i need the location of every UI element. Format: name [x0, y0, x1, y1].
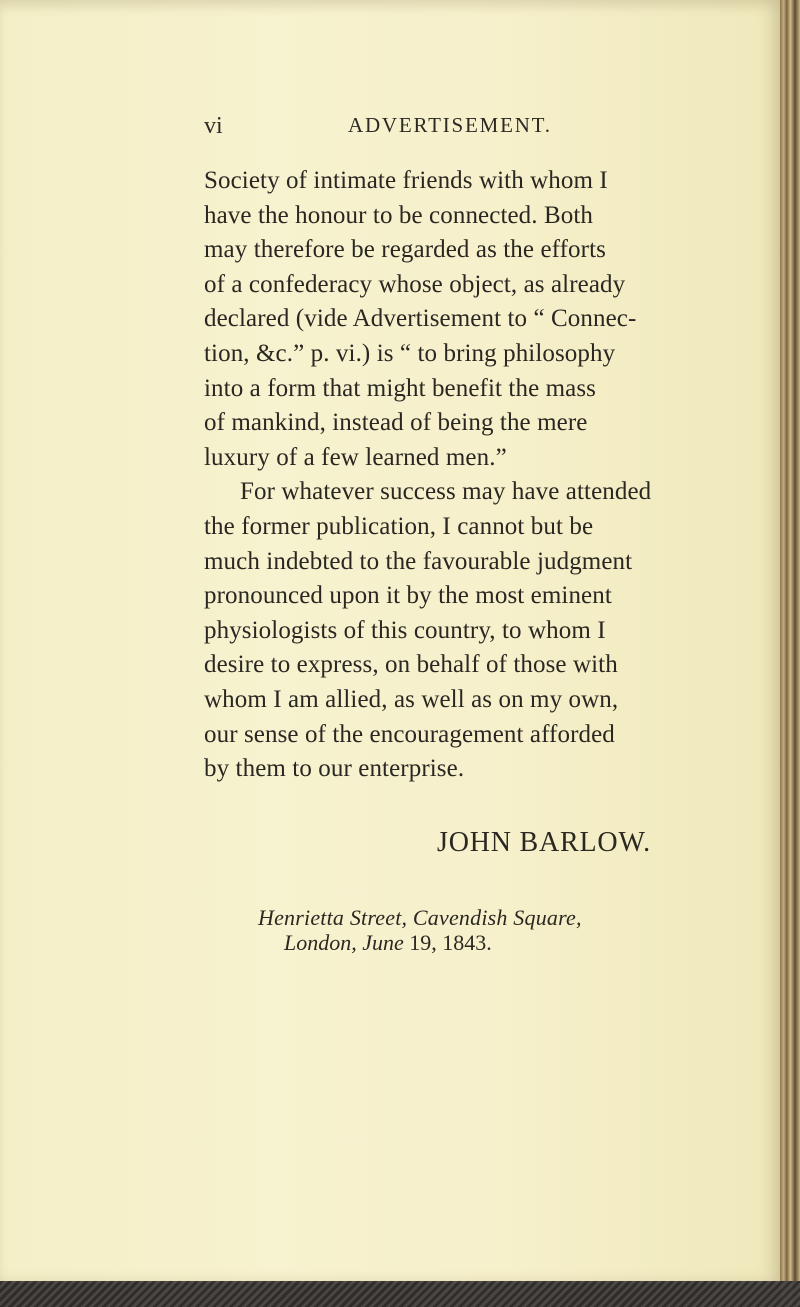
body-line: luxury of a few learned men.”: [204, 443, 507, 471]
body-line: by them to our enterprise.: [204, 755, 465, 783]
body-line: of mankind, instead of being the mere: [204, 409, 588, 437]
date-place: London, June: [284, 930, 404, 955]
body-line: desire to express, on behalf of those with: [204, 651, 618, 679]
body-line: Society of intimate friends with whom I: [204, 167, 608, 194]
body-line: physiologists of this country, to whom I: [204, 616, 606, 644]
running-header: [204, 113, 580, 143]
body-line: pronounced upon it by the most eminent: [204, 582, 612, 610]
page-title: ADVERTISEMENT.: [348, 113, 552, 137]
paragraph-start-line: For whatever success may have attended: [240, 478, 652, 506]
body-line: declared (vide Advertisement to “ Connec-: [204, 305, 637, 333]
body-line: of a confederacy whose object, as already: [204, 270, 626, 298]
body-line: whom I am allied, as well as on my own,: [204, 685, 619, 713]
advertisement-body: [204, 164, 684, 787]
page-edge-bottom: [0, 1281, 800, 1307]
body-line: into a form that might benefit the mass: [204, 374, 597, 402]
body-line: much indebted to the favourable judgment: [204, 547, 633, 575]
address-line: Henrietta Street, Cavendish Square,: [258, 905, 582, 930]
date-value: 19, 1843.: [409, 930, 492, 955]
body-line: have the honour to be connected. Both: [204, 201, 594, 229]
date-line: [284, 930, 492, 956]
page-edge-right: [780, 0, 800, 1307]
body-line: may therefore be regarded as the efforts: [204, 236, 606, 264]
body-line: the former publication, I cannot but be: [204, 512, 594, 540]
author-signature: JOHN BARLOW.: [437, 827, 651, 858]
body-line: our sense of the encouragement afforded: [204, 720, 615, 748]
page-number: vi: [204, 113, 223, 139]
body-line: tion, &c.” p. vi.) is “ to bring philosophy: [204, 339, 616, 367]
